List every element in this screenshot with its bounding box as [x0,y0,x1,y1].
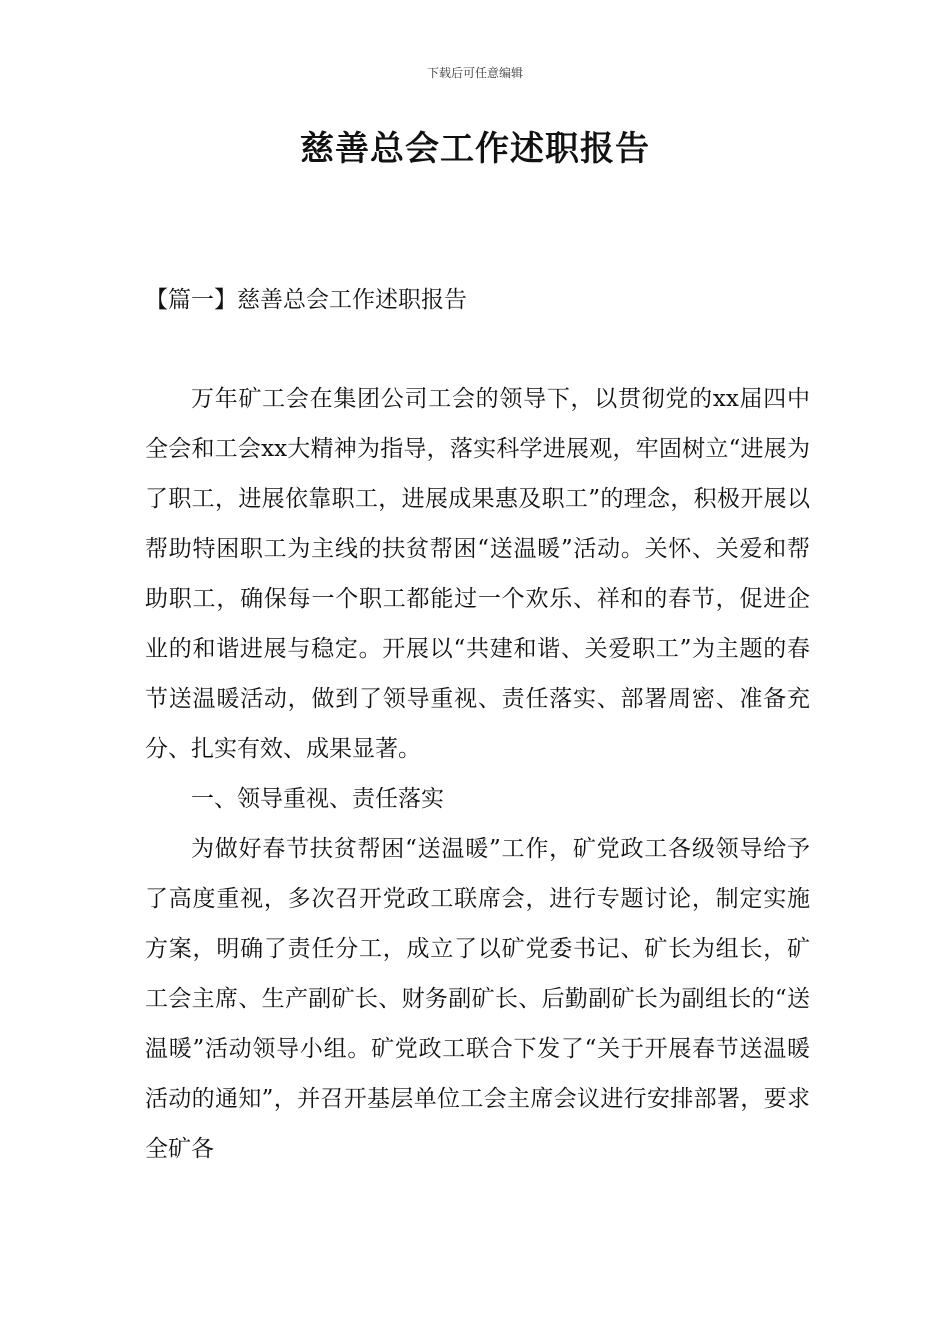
document-title: 慈善总会工作述职报告 [300,129,650,169]
subheading-leadership: 一、领导重视、责任落实 [191,786,444,812]
document-body [145,374,810,1174]
paragraph-intro: 万年矿工会在集团公司工会的领导下，以贯彻党的xx届四中全会和工会xx大精神为指导，落实科学进展观，牢固树立“进展为了职工，进展依靠职工，进展成果惠及职工”的理念，积极开展以帮助特困职工为主线的扶贫帮困“送温暖”活动。关怀、关爱和帮助职工，确保每一个职工都能过一个欢乐、祥和的春节，促进企业的和谐进展与稳定。开展以“共建和谐、关爱职工”为主题的春节送温暖活动，做到了领导重视、责任落实、部署周密、准备充分、扎实有效、成果显著。 [145,386,810,762]
section-title: 【篇一】慈善总会工作述职报告 [145,287,467,313]
header-note: 下载后可任意编辑 [426,66,523,80]
paragraph-leadership: 为做好春节扶贫帮困“送温暖”工作，矿党政工各级领导给予了高度重视，多次召开党政工联席会，进行专题讨论，制定实施方案，明确了责任分工，成立了以矿党委书记、矿长为组长，矿工会主席、生产副矿长、财务副矿长、后勤副矿长为副组长的“送温暖”活动领导小组。矿党政工联合下发了“关于开展春节送温暖活动的通知”，并召开基层单位工会主席会议进行安排部署，要求全矿各 [145,836,810,1162]
